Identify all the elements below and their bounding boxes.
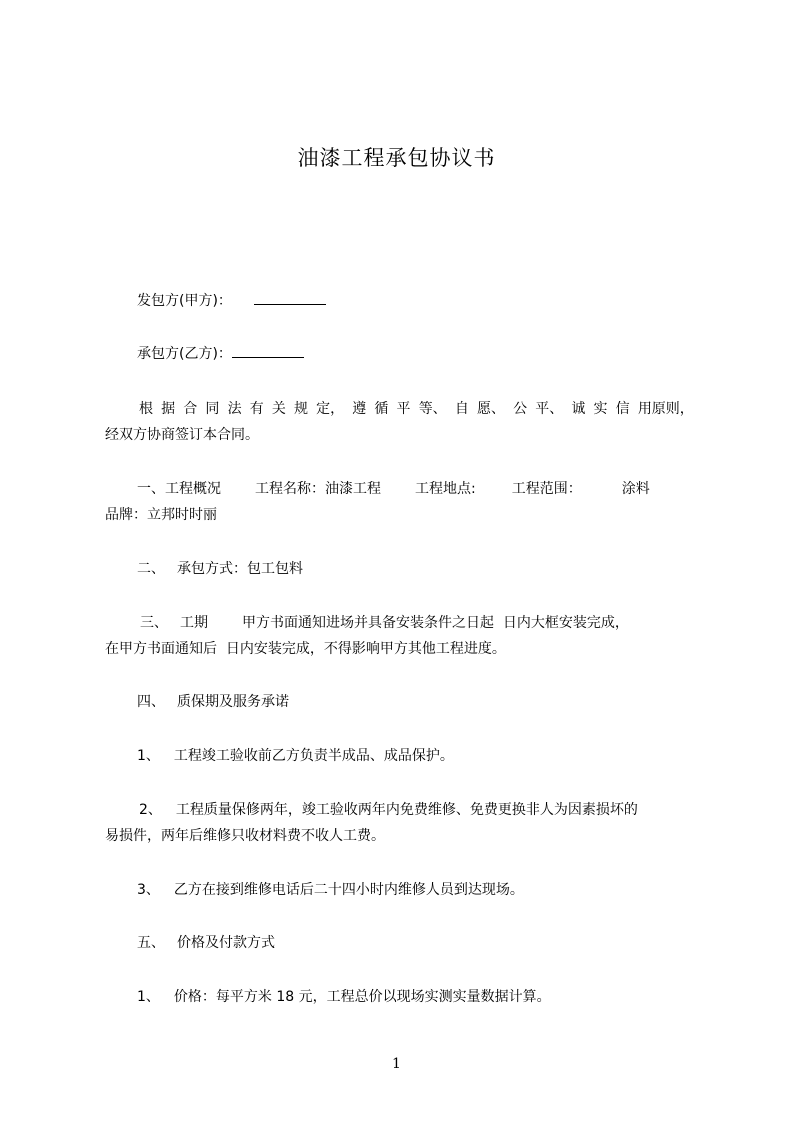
preamble-token: 循	[374, 401, 389, 417]
party-b-line	[137, 341, 304, 367]
preamble-token: 关	[271, 401, 286, 417]
section-5-number: 五、	[137, 935, 165, 951]
item-3-number: 3、	[137, 882, 160, 898]
preamble-line-2: 经双方协商签订本合同。	[105, 427, 259, 443]
section-1-heading: 一、工程概况	[137, 481, 221, 497]
preamble-token: 有	[249, 401, 264, 417]
preamble-token: 信	[615, 401, 630, 417]
project-name: 工程名称：油漆工程	[255, 481, 381, 497]
party-b-blank	[232, 342, 304, 358]
section-3-line	[140, 610, 629, 636]
project-location-label: 工程地点:	[415, 481, 476, 497]
preamble-token: 等、	[418, 401, 447, 417]
preamble-token: 诚	[571, 401, 586, 417]
section-4-line	[137, 689, 289, 715]
preamble-token: 平、	[535, 401, 564, 417]
page-number: 1	[392, 1056, 401, 1072]
preamble-token: 公	[513, 401, 528, 417]
item-1-number: 1、	[137, 748, 160, 764]
item-3-text: 乙方在接到维修电话后二十四小时内维修人员到达现场。	[173, 882, 524, 898]
preamble-line-1	[139, 396, 694, 422]
party-a-label: 发包方(甲方)：	[137, 293, 232, 309]
preamble-token: 遵	[352, 401, 367, 417]
item-2-text-1: 工程质量保修两年，竣工验收两年内免费维修、免费更换非人为因素损坏的	[175, 802, 638, 818]
item-2-line	[139, 797, 638, 823]
project-brand: 品牌：立邦时时丽	[105, 507, 217, 523]
preamble-token: 实	[593, 401, 608, 417]
preamble-token: 合	[183, 401, 198, 417]
item-2-text-2: 易损件，两年后维修只收材料费不收人工费。	[105, 828, 385, 844]
party-a-blank	[254, 289, 326, 305]
section-4-heading: 质保期及服务承诺	[177, 694, 289, 710]
preamble-token: 根	[139, 401, 153, 417]
preamble-token: 法	[227, 401, 242, 417]
preamble-token: 用原则，	[637, 401, 694, 417]
section-3-text-1: 甲方书面通知进场并具备安装条件之日起 日内大框安装完成，	[242, 615, 629, 631]
project-material: 涂料	[621, 481, 650, 497]
preamble-token: 据	[161, 401, 176, 417]
preamble-token: 平	[396, 401, 411, 417]
party-a-line	[137, 288, 326, 314]
section-5-heading: 价格及付款方式	[177, 935, 275, 951]
document-title: 油漆工程承包协议书	[297, 146, 496, 170]
preamble-token: 自	[454, 401, 469, 417]
preamble-token: 愿、	[476, 401, 505, 417]
section-2-number: 二、	[137, 561, 165, 577]
item-1-line	[137, 743, 454, 769]
preamble-token: 规	[293, 401, 308, 417]
section-3-number: 三、	[140, 615, 168, 631]
section-4-number: 四、	[137, 694, 165, 710]
project-scope-label: 工程范围：	[511, 481, 582, 497]
section-3-text-2: 在甲方书面通知后 日内安装完成，不得影响甲方其他工程进度。	[105, 641, 506, 657]
item-3-line	[137, 877, 524, 903]
item-1-text: 工程竣工验收前乙方负责半成品、成品保护。	[173, 748, 454, 764]
price-number: 1、	[137, 989, 160, 1005]
party-b-label: 承包方(乙方)：	[137, 346, 232, 362]
section-2-line	[137, 556, 303, 582]
item-2-number: 2、	[139, 802, 162, 818]
price-text: 价格：每平方米 18 元，工程总价以现场实测实量数据计算。	[173, 989, 551, 1005]
section-2-text: 承包方式：包工包料	[177, 561, 303, 577]
price-line	[137, 984, 551, 1010]
section-5-line	[137, 930, 275, 956]
preamble-token: 同	[205, 401, 220, 417]
preamble-token: 定，	[316, 401, 345, 417]
section-3-heading: 工期	[180, 615, 208, 631]
section-1-line	[137, 476, 650, 502]
